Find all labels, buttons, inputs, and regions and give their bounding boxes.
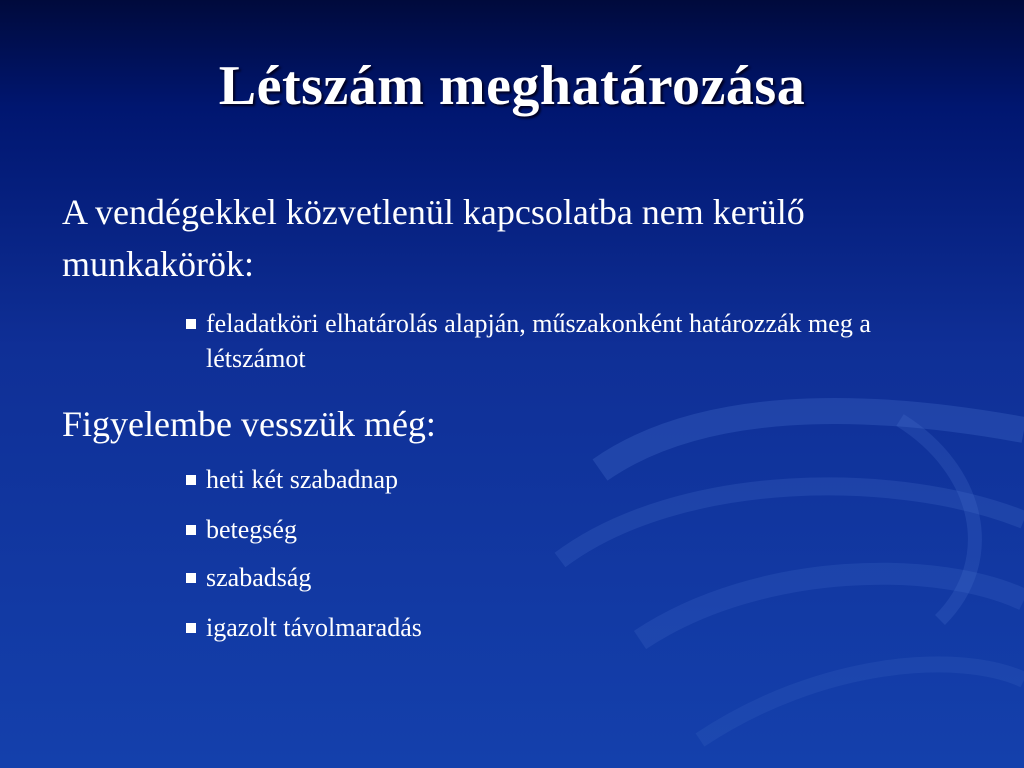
bullet-item [186,462,398,497]
bullet-text: betegség [206,515,297,544]
section-heading-consider: Figyelembe vesszük még: [62,404,436,444]
square-bullet-icon [186,319,196,329]
bullet-item [186,560,311,595]
section-heading-direct-contact: A vendégekkel közvetlenül kapcsolatba nem kerülő munkakörök: [62,192,805,284]
slide-title: Létszám meghatározása [218,55,806,117]
bullet-item [186,512,297,547]
bullet-item [186,610,422,645]
square-bullet-icon [186,623,196,633]
square-bullet-icon [186,573,196,583]
bullet-item [186,306,966,376]
bullet-text: feladatköri elhatárolás alapján, műszakonként határozzák meg a létszámot [206,309,871,373]
square-bullet-icon [186,475,196,485]
bullet-text: heti két szabadnap [206,465,399,494]
bullet-text: szabadság [206,563,312,592]
square-bullet-icon [186,525,196,535]
bullet-text: igazolt távolmaradás [206,613,422,642]
